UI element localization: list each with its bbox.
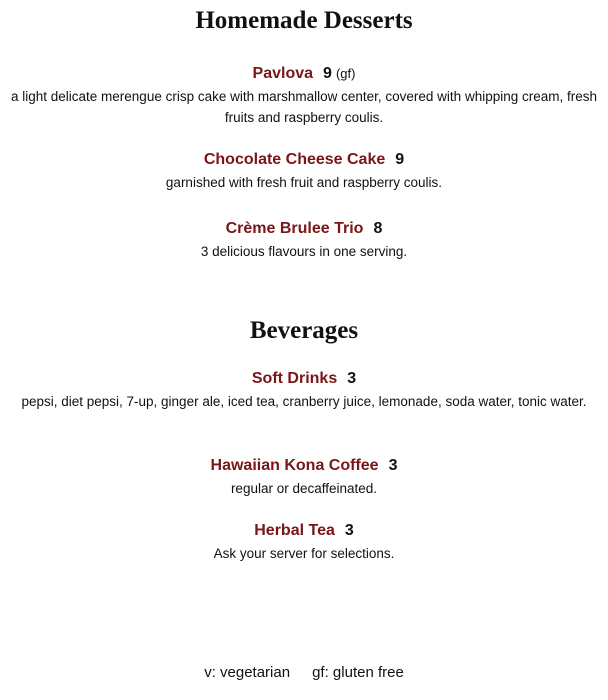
- item-price: 9: [395, 151, 405, 168]
- item-price: 3: [347, 370, 357, 387]
- legend-vegetarian: v: vegetarian: [204, 664, 291, 681]
- item-name: Chocolate Cheese Cake: [203, 151, 386, 168]
- desserts-title: Homemade Desserts: [195, 7, 413, 34]
- item-description: pepsi, diet pepsi, 7-up, ginger ale, iced tea, cranberry juice, lemonade, soda water, tonic water.: [21, 394, 587, 409]
- item-heading: [0, 456, 608, 476]
- menu-item-creme-brulee-trio: [0, 219, 608, 262]
- beverages-title: Beverages: [249, 317, 359, 344]
- item-description: 3 delicious flavours in one serving.: [200, 244, 408, 259]
- item-heading: [0, 150, 608, 170]
- item-description: garnished with fresh fruit and raspberry coulis.: [165, 175, 443, 190]
- item-price: 3: [388, 457, 398, 474]
- item-description: Ask your server for selections.: [213, 546, 395, 561]
- menu-item-chocolate-cheese-cake: [0, 150, 608, 193]
- item-name: Crème Brulee Trio: [225, 220, 364, 237]
- menu-item-hawaiian-kona-coffee: [0, 456, 608, 499]
- item-description: regular or decaffeinated.: [230, 481, 378, 496]
- menu-item-pavlova: [0, 64, 608, 128]
- item-name: Hawaiian Kona Coffee: [210, 457, 379, 474]
- item-name: Pavlova: [252, 65, 314, 82]
- item-price: 8: [373, 220, 383, 237]
- item-name: Soft Drinks: [251, 370, 338, 387]
- item-heading: [0, 219, 608, 239]
- item-description: a light delicate merengue crisp cake with marshmallow center, covered with whipping cream, fresh fruits and raspberry coulis.: [10, 89, 598, 125]
- menu-item-herbal-tea: [0, 521, 608, 564]
- item-heading: [0, 369, 608, 389]
- item-heading: [0, 521, 608, 541]
- menu-item-soft-drinks: [0, 369, 608, 412]
- item-price: 3: [344, 522, 354, 539]
- item-name: Herbal Tea: [254, 522, 335, 539]
- item-price: 9: [323, 65, 332, 82]
- dietary-legend: [0, 664, 608, 681]
- item-heading: [0, 64, 608, 84]
- item-dietary-tag: (gf): [335, 66, 356, 81]
- legend-gluten-free: gf: gluten free: [312, 664, 404, 681]
